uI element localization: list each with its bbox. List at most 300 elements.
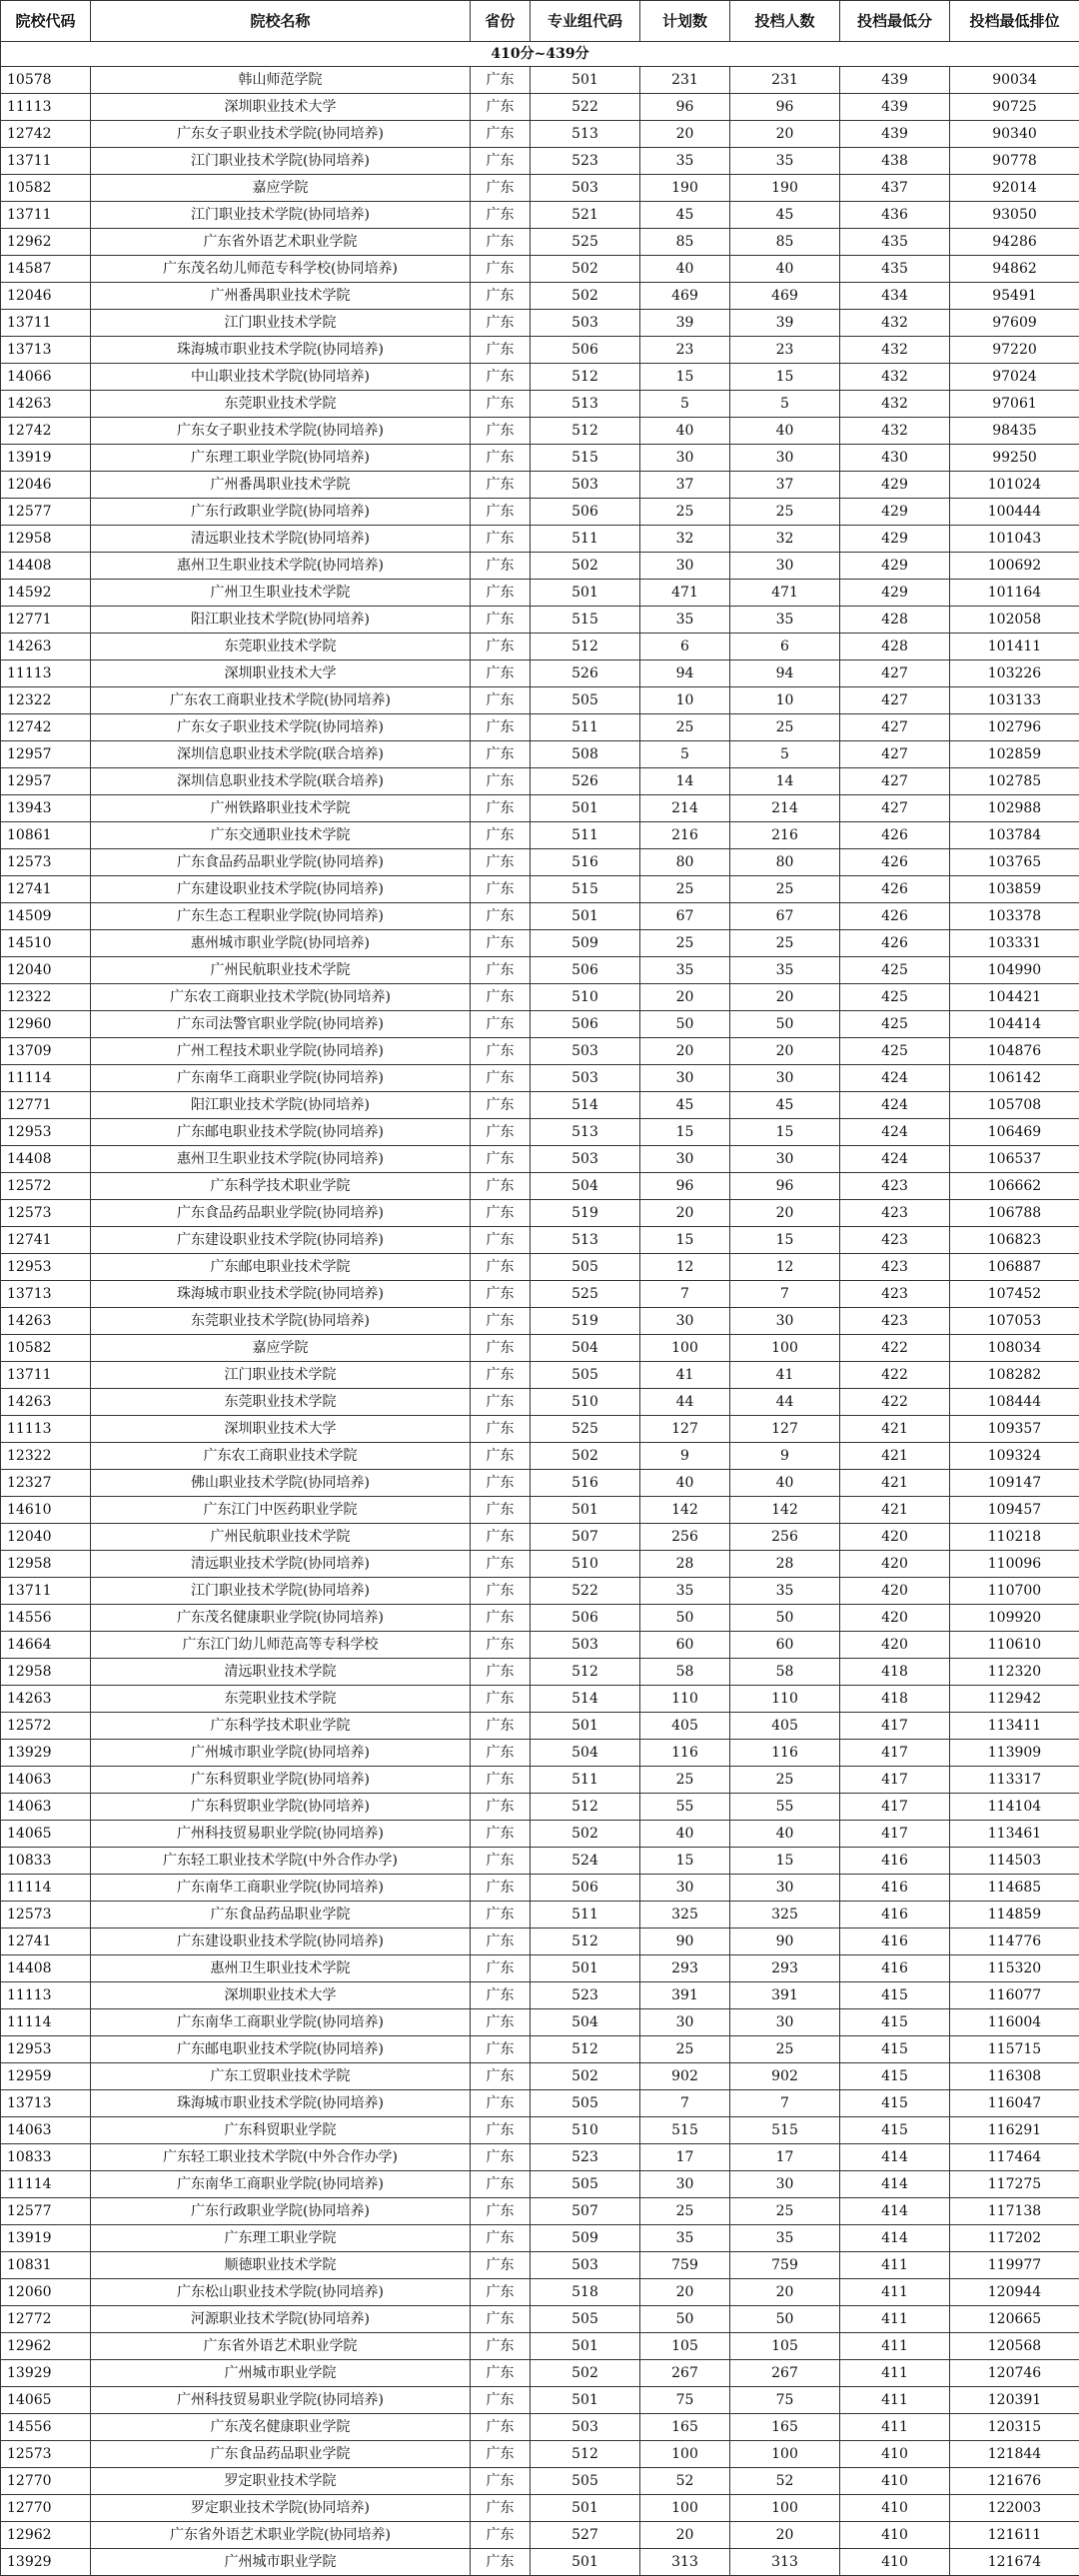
cell-school-name: 深圳职业技术大学 bbox=[91, 1416, 471, 1443]
cell-province: 广东 bbox=[471, 445, 531, 472]
cell-school-code: 10861 bbox=[1, 822, 91, 849]
table-row bbox=[1, 580, 1079, 607]
cell-plan-count: 45 bbox=[640, 202, 730, 229]
cell-min-score: 415 bbox=[840, 2117, 950, 2144]
cell-group-code: 511 bbox=[531, 714, 640, 741]
cell-province: 广东 bbox=[471, 2306, 531, 2333]
cell-group-code: 512 bbox=[531, 2036, 640, 2063]
cell-admitted-count: 30 bbox=[730, 1308, 840, 1335]
cell-school-code: 12742 bbox=[1, 714, 91, 741]
cell-school-code: 12572 bbox=[1, 1173, 91, 1200]
cell-province: 广东 bbox=[471, 849, 531, 876]
cell-min-score: 418 bbox=[840, 1659, 950, 1686]
cell-admitted-count: 35 bbox=[730, 957, 840, 984]
cell-admitted-count: 20 bbox=[730, 2279, 840, 2306]
cell-min-rank: 97061 bbox=[950, 391, 1079, 418]
cell-min-score: 416 bbox=[840, 1848, 950, 1875]
table-row bbox=[1, 202, 1079, 229]
cell-school-name: 广东建设职业技术学院(协同培养) bbox=[91, 1227, 471, 1254]
cell-group-code: 509 bbox=[531, 2225, 640, 2252]
cell-plan-count: 902 bbox=[640, 2063, 730, 2090]
cell-min-rank: 106537 bbox=[950, 1146, 1079, 1173]
cell-min-score: 426 bbox=[840, 876, 950, 903]
cell-school-name: 广东邮电职业技术学院 bbox=[91, 1254, 471, 1281]
cell-school-code: 13711 bbox=[1, 1362, 91, 1389]
cell-province: 广东 bbox=[471, 1416, 531, 1443]
table-row bbox=[1, 148, 1079, 175]
cell-school-code: 12741 bbox=[1, 876, 91, 903]
cell-min-rank: 106823 bbox=[950, 1227, 1079, 1254]
cell-plan-count: 25 bbox=[640, 499, 730, 526]
cell-min-score: 432 bbox=[840, 364, 950, 391]
cell-min-rank: 101043 bbox=[950, 526, 1079, 553]
cell-school-name: 广州番禺职业技术学院 bbox=[91, 472, 471, 499]
cell-group-code: 505 bbox=[531, 2090, 640, 2117]
cell-school-name: 广州卫生职业技术学院 bbox=[91, 580, 471, 607]
cell-school-code: 12322 bbox=[1, 1443, 91, 1470]
cell-min-score: 417 bbox=[840, 1740, 950, 1767]
cell-min-rank: 95491 bbox=[950, 283, 1079, 310]
cell-school-code: 13919 bbox=[1, 2225, 91, 2252]
cell-province: 广东 bbox=[471, 930, 531, 957]
cell-plan-count: 41 bbox=[640, 1362, 730, 1389]
cell-admitted-count: 7 bbox=[730, 1281, 840, 1308]
cell-plan-count: 7 bbox=[640, 1281, 730, 1308]
cell-min-rank: 114104 bbox=[950, 1794, 1079, 1821]
cell-school-code: 12958 bbox=[1, 1551, 91, 1578]
cell-school-name: 广州铁路职业技术学院 bbox=[91, 795, 471, 822]
table-row bbox=[1, 1551, 1079, 1578]
cell-school-code: 12046 bbox=[1, 472, 91, 499]
cell-school-code: 14063 bbox=[1, 1794, 91, 1821]
cell-admitted-count: 30 bbox=[730, 1146, 840, 1173]
cell-province: 广东 bbox=[471, 2333, 531, 2360]
cell-plan-count: 50 bbox=[640, 1011, 730, 1038]
table-row bbox=[1, 1119, 1079, 1146]
cell-min-score: 426 bbox=[840, 849, 950, 876]
table-row bbox=[1, 1308, 1079, 1335]
cell-min-score: 416 bbox=[840, 1875, 950, 1902]
cell-school-code: 14556 bbox=[1, 1605, 91, 1632]
cell-school-name: 阳江职业技术学院(协同培养) bbox=[91, 1092, 471, 1119]
cell-min-score: 435 bbox=[840, 229, 950, 256]
table-row bbox=[1, 1146, 1079, 1173]
cell-min-rank: 106662 bbox=[950, 1173, 1079, 1200]
cell-province: 广东 bbox=[471, 1524, 531, 1551]
table-row bbox=[1, 1929, 1079, 1955]
cell-min-rank: 109457 bbox=[950, 1497, 1079, 1524]
cell-min-rank: 116004 bbox=[950, 2009, 1079, 2036]
table-row bbox=[1, 957, 1079, 984]
cell-school-code: 10582 bbox=[1, 175, 91, 202]
table-row bbox=[1, 1038, 1079, 1065]
cell-min-rank: 97024 bbox=[950, 364, 1079, 391]
cell-group-code: 501 bbox=[531, 1955, 640, 1982]
cell-province: 广东 bbox=[471, 1200, 531, 1227]
cell-min-score: 425 bbox=[840, 1011, 950, 1038]
cell-group-code: 505 bbox=[531, 2468, 640, 2495]
cell-min-score: 410 bbox=[840, 2522, 950, 2549]
cell-min-rank: 109324 bbox=[950, 1443, 1079, 1470]
cell-min-rank: 114859 bbox=[950, 1902, 1079, 1929]
header-plan-count: 计划数 bbox=[640, 1, 730, 42]
cell-plan-count: 30 bbox=[640, 2171, 730, 2198]
cell-plan-count: 23 bbox=[640, 337, 730, 364]
cell-admitted-count: 293 bbox=[730, 1955, 840, 1982]
cell-admitted-count: 216 bbox=[730, 822, 840, 849]
table-row bbox=[1, 1335, 1079, 1362]
cell-min-score: 422 bbox=[840, 1389, 950, 1416]
cell-school-code: 11113 bbox=[1, 94, 91, 121]
cell-plan-count: 20 bbox=[640, 2279, 730, 2306]
cell-min-score: 417 bbox=[840, 1821, 950, 1848]
cell-admitted-count: 9 bbox=[730, 1443, 840, 1470]
table-row bbox=[1, 526, 1079, 553]
cell-province: 广东 bbox=[471, 822, 531, 849]
table-row bbox=[1, 2090, 1079, 2117]
cell-province: 广东 bbox=[471, 984, 531, 1011]
cell-admitted-count: 96 bbox=[730, 94, 840, 121]
cell-min-rank: 103378 bbox=[950, 903, 1079, 930]
cell-province: 广东 bbox=[471, 741, 531, 768]
cell-min-score: 415 bbox=[840, 2063, 950, 2090]
cell-province: 广东 bbox=[471, 1902, 531, 1929]
cell-admitted-count: 471 bbox=[730, 580, 840, 607]
cell-plan-count: 30 bbox=[640, 1308, 730, 1335]
cell-min-rank: 103133 bbox=[950, 687, 1079, 714]
cell-min-rank: 107452 bbox=[950, 1281, 1079, 1308]
cell-province: 广东 bbox=[471, 1362, 531, 1389]
table-row bbox=[1, 1686, 1079, 1713]
cell-province: 广东 bbox=[471, 337, 531, 364]
cell-province: 广东 bbox=[471, 1848, 531, 1875]
cell-plan-count: 17 bbox=[640, 2144, 730, 2171]
table-row bbox=[1, 2171, 1079, 2198]
cell-min-rank: 90034 bbox=[950, 67, 1079, 94]
cell-admitted-count: 35 bbox=[730, 2225, 840, 2252]
table-row bbox=[1, 1605, 1079, 1632]
cell-admitted-count: 5 bbox=[730, 741, 840, 768]
cell-min-rank: 101164 bbox=[950, 580, 1079, 607]
table-row bbox=[1, 2252, 1079, 2279]
cell-group-code: 521 bbox=[531, 202, 640, 229]
cell-min-rank: 100444 bbox=[950, 499, 1079, 526]
table-row bbox=[1, 1632, 1079, 1659]
cell-school-code: 13713 bbox=[1, 1281, 91, 1308]
cell-school-code: 12577 bbox=[1, 499, 91, 526]
cell-school-code: 14592 bbox=[1, 580, 91, 607]
table-row bbox=[1, 1065, 1079, 1092]
cell-plan-count: 100 bbox=[640, 2495, 730, 2522]
cell-min-score: 420 bbox=[840, 1605, 950, 1632]
cell-school-code: 13711 bbox=[1, 310, 91, 337]
cell-plan-count: 10 bbox=[640, 687, 730, 714]
cell-admitted-count: 17 bbox=[730, 2144, 840, 2171]
table-row bbox=[1, 337, 1079, 364]
cell-province: 广东 bbox=[471, 1767, 531, 1794]
cell-plan-count: 85 bbox=[640, 229, 730, 256]
cell-group-code: 510 bbox=[531, 2117, 640, 2144]
cell-school-name: 广州工程技术职业学院(协同培养) bbox=[91, 1038, 471, 1065]
cell-province: 广东 bbox=[471, 714, 531, 741]
cell-group-code: 519 bbox=[531, 1308, 640, 1335]
cell-group-code: 502 bbox=[531, 553, 640, 580]
cell-group-code: 502 bbox=[531, 1443, 640, 1470]
cell-plan-count: 20 bbox=[640, 1200, 730, 1227]
cell-group-code: 514 bbox=[531, 1686, 640, 1713]
table-row bbox=[1, 903, 1079, 930]
cell-plan-count: 15 bbox=[640, 364, 730, 391]
table-row bbox=[1, 175, 1079, 202]
cell-school-name: 广东茂名健康职业学院(协同培养) bbox=[91, 1605, 471, 1632]
cell-school-name: 佛山职业技术学院(协同培养) bbox=[91, 1470, 471, 1497]
cell-school-name: 深圳职业技术大学 bbox=[91, 94, 471, 121]
cell-min-rank: 107053 bbox=[950, 1308, 1079, 1335]
table-row bbox=[1, 1173, 1079, 1200]
cell-province: 广东 bbox=[471, 1740, 531, 1767]
cell-min-score: 415 bbox=[840, 2009, 950, 2036]
cell-school-name: 江门职业技术学院(协同培养) bbox=[91, 202, 471, 229]
cell-group-code: 507 bbox=[531, 2198, 640, 2225]
cell-school-name: 广东食品药品职业学院(协同培养) bbox=[91, 1200, 471, 1227]
cell-min-score: 418 bbox=[840, 1686, 950, 1713]
table-row bbox=[1, 660, 1079, 687]
cell-admitted-count: 325 bbox=[730, 1902, 840, 1929]
cell-school-code: 12770 bbox=[1, 2468, 91, 2495]
cell-admitted-count: 23 bbox=[730, 337, 840, 364]
cell-school-name: 韩山师范学院 bbox=[91, 67, 471, 94]
table-row bbox=[1, 1254, 1079, 1281]
cell-min-rank: 97220 bbox=[950, 337, 1079, 364]
cell-school-name: 广东工贸职业技术学院 bbox=[91, 2063, 471, 2090]
cell-group-code: 512 bbox=[531, 1659, 640, 1686]
cell-school-code: 13709 bbox=[1, 1038, 91, 1065]
cell-school-code: 12953 bbox=[1, 1119, 91, 1146]
table-row bbox=[1, 607, 1079, 634]
table-row bbox=[1, 687, 1079, 714]
cell-admitted-count: 40 bbox=[730, 256, 840, 283]
cell-school-code: 12742 bbox=[1, 121, 91, 148]
table-row bbox=[1, 2279, 1079, 2306]
cell-school-code: 14408 bbox=[1, 553, 91, 580]
cell-plan-count: 30 bbox=[640, 1146, 730, 1173]
table-row bbox=[1, 2441, 1079, 2468]
cell-plan-count: 405 bbox=[640, 1713, 730, 1740]
cell-plan-count: 313 bbox=[640, 2549, 730, 2576]
cell-school-name: 广东科学技术职业学院 bbox=[91, 1173, 471, 1200]
cell-province: 广东 bbox=[471, 1470, 531, 1497]
cell-plan-count: 55 bbox=[640, 1794, 730, 1821]
cell-plan-count: 39 bbox=[640, 310, 730, 337]
header-school-name: 院校名称 bbox=[91, 1, 471, 42]
cell-school-name: 广东女子职业技术学院(协同培养) bbox=[91, 714, 471, 741]
cell-min-score: 415 bbox=[840, 2090, 950, 2117]
cell-group-code: 502 bbox=[531, 2063, 640, 2090]
cell-province: 广东 bbox=[471, 526, 531, 553]
cell-plan-count: 5 bbox=[640, 391, 730, 418]
cell-school-code: 12741 bbox=[1, 1929, 91, 1955]
cell-school-name: 深圳信息职业技术学院(联合培养) bbox=[91, 768, 471, 795]
cell-min-score: 420 bbox=[840, 1632, 950, 1659]
cell-province: 广东 bbox=[471, 1173, 531, 1200]
cell-admitted-count: 35 bbox=[730, 148, 840, 175]
cell-province: 广东 bbox=[471, 2063, 531, 2090]
cell-min-score: 422 bbox=[840, 1335, 950, 1362]
cell-plan-count: 5 bbox=[640, 741, 730, 768]
cell-school-name: 广东女子职业技术学院(协同培养) bbox=[91, 418, 471, 445]
cell-group-code: 501 bbox=[531, 580, 640, 607]
cell-plan-count: 105 bbox=[640, 2333, 730, 2360]
cell-min-score: 425 bbox=[840, 957, 950, 984]
cell-min-rank: 104414 bbox=[950, 1011, 1079, 1038]
table-row bbox=[1, 418, 1079, 445]
cell-school-name: 广东科学技术职业学院 bbox=[91, 1713, 471, 1740]
cell-min-score: 434 bbox=[840, 283, 950, 310]
cell-admitted-count: 30 bbox=[730, 553, 840, 580]
cell-admitted-count: 5 bbox=[730, 391, 840, 418]
cell-school-name: 广东邮电职业技术学院(协同培养) bbox=[91, 2036, 471, 2063]
cell-school-name: 广州民航职业技术学院 bbox=[91, 1524, 471, 1551]
cell-plan-count: 15 bbox=[640, 1848, 730, 1875]
table-row bbox=[1, 1470, 1079, 1497]
cell-plan-count: 214 bbox=[640, 795, 730, 822]
cell-plan-count: 52 bbox=[640, 2468, 730, 2495]
table-row bbox=[1, 2387, 1079, 2414]
cell-min-score: 432 bbox=[840, 337, 950, 364]
table-row bbox=[1, 2333, 1079, 2360]
cell-school-code: 14063 bbox=[1, 2117, 91, 2144]
cell-group-code: 512 bbox=[531, 2441, 640, 2468]
cell-admitted-count: 10 bbox=[730, 687, 840, 714]
cell-plan-count: 25 bbox=[640, 2198, 730, 2225]
cell-group-code: 511 bbox=[531, 526, 640, 553]
cell-province: 广东 bbox=[471, 1146, 531, 1173]
cell-province: 广东 bbox=[471, 903, 531, 930]
table-row bbox=[1, 94, 1079, 121]
cell-school-code: 11114 bbox=[1, 1875, 91, 1902]
header-min-score: 投档最低分 bbox=[840, 1, 950, 42]
cell-school-code: 13711 bbox=[1, 148, 91, 175]
cell-school-code: 12322 bbox=[1, 984, 91, 1011]
cell-group-code: 502 bbox=[531, 1821, 640, 1848]
cell-school-name: 广东轻工职业技术学院(中外合作办学) bbox=[91, 1848, 471, 1875]
table-row bbox=[1, 2306, 1079, 2333]
table-row bbox=[1, 283, 1079, 310]
cell-min-rank: 102796 bbox=[950, 714, 1079, 741]
table-row bbox=[1, 499, 1079, 526]
cell-min-rank: 110218 bbox=[950, 1524, 1079, 1551]
cell-province: 广东 bbox=[471, 1659, 531, 1686]
cell-admitted-count: 50 bbox=[730, 2306, 840, 2333]
table-row bbox=[1, 1821, 1079, 1848]
table-row bbox=[1, 2468, 1079, 2495]
header-admitted-count: 投档人数 bbox=[730, 1, 840, 42]
cell-school-name: 广东江门中医药职业学院 bbox=[91, 1497, 471, 1524]
cell-group-code: 502 bbox=[531, 256, 640, 283]
cell-province: 广东 bbox=[471, 2522, 531, 2549]
cell-min-score: 414 bbox=[840, 2171, 950, 2198]
cell-school-code: 14510 bbox=[1, 930, 91, 957]
cell-province: 广东 bbox=[471, 2360, 531, 2387]
cell-group-code: 505 bbox=[531, 1254, 640, 1281]
cell-min-score: 416 bbox=[840, 1955, 950, 1982]
cell-school-name: 广东南华工商职业学院(协同培养) bbox=[91, 1065, 471, 1092]
cell-min-score: 437 bbox=[840, 175, 950, 202]
cell-school-code: 12046 bbox=[1, 283, 91, 310]
cell-school-code: 13929 bbox=[1, 2360, 91, 2387]
table-row bbox=[1, 1416, 1079, 1443]
cell-plan-count: 293 bbox=[640, 1955, 730, 1982]
cell-group-code: 512 bbox=[531, 418, 640, 445]
cell-school-name: 广东科贸职业学院 bbox=[91, 2117, 471, 2144]
cell-province: 广东 bbox=[471, 2144, 531, 2171]
cell-group-code: 514 bbox=[531, 1092, 640, 1119]
table-row bbox=[1, 2144, 1079, 2171]
cell-min-score: 422 bbox=[840, 1362, 950, 1389]
cell-province: 广东 bbox=[471, 472, 531, 499]
cell-admitted-count: 44 bbox=[730, 1389, 840, 1416]
table-row bbox=[1, 768, 1079, 795]
cell-school-code: 10582 bbox=[1, 1335, 91, 1362]
cell-school-name: 广东南华工商职业学院(协同培养) bbox=[91, 2171, 471, 2198]
cell-min-score: 411 bbox=[840, 2387, 950, 2414]
cell-school-code: 14263 bbox=[1, 1308, 91, 1335]
cell-province: 广东 bbox=[471, 2414, 531, 2441]
cell-group-code: 518 bbox=[531, 2279, 640, 2306]
cell-school-name: 广州城市职业学院 bbox=[91, 2360, 471, 2387]
cell-group-code: 503 bbox=[531, 1146, 640, 1173]
cell-plan-count: 58 bbox=[640, 1659, 730, 1686]
cell-plan-count: 50 bbox=[640, 2306, 730, 2333]
cell-group-code: 503 bbox=[531, 175, 640, 202]
cell-school-code: 11113 bbox=[1, 1416, 91, 1443]
cell-admitted-count: 267 bbox=[730, 2360, 840, 2387]
cell-school-code: 14263 bbox=[1, 634, 91, 660]
cell-admitted-count: 60 bbox=[730, 1632, 840, 1659]
cell-admitted-count: 37 bbox=[730, 472, 840, 499]
table-row bbox=[1, 553, 1079, 580]
cell-group-code: 506 bbox=[531, 1011, 640, 1038]
table-row bbox=[1, 876, 1079, 903]
cell-school-code: 12959 bbox=[1, 2063, 91, 2090]
cell-min-score: 423 bbox=[840, 1254, 950, 1281]
cell-min-score: 415 bbox=[840, 2036, 950, 2063]
cell-min-score: 414 bbox=[840, 2225, 950, 2252]
cell-school-code: 13929 bbox=[1, 2549, 91, 2576]
cell-school-code: 12572 bbox=[1, 1713, 91, 1740]
cell-admitted-count: 256 bbox=[730, 1524, 840, 1551]
cell-school-code: 13713 bbox=[1, 2090, 91, 2117]
cell-plan-count: 90 bbox=[640, 1929, 730, 1955]
cell-min-rank: 112942 bbox=[950, 1686, 1079, 1713]
cell-min-rank: 90340 bbox=[950, 121, 1079, 148]
cell-province: 广东 bbox=[471, 876, 531, 903]
table-row bbox=[1, 2225, 1079, 2252]
cell-min-score: 414 bbox=[840, 2198, 950, 2225]
cell-school-name: 广东理工职业学院 bbox=[91, 2225, 471, 2252]
cell-school-code: 12573 bbox=[1, 849, 91, 876]
cell-province: 广东 bbox=[471, 310, 531, 337]
cell-group-code: 503 bbox=[531, 1038, 640, 1065]
cell-plan-count: 44 bbox=[640, 1389, 730, 1416]
cell-province: 广东 bbox=[471, 1092, 531, 1119]
table-row bbox=[1, 1011, 1079, 1038]
cell-min-rank: 122003 bbox=[950, 2495, 1079, 2522]
cell-school-code: 14263 bbox=[1, 1389, 91, 1416]
cell-plan-count: 515 bbox=[640, 2117, 730, 2144]
cell-min-rank: 120665 bbox=[950, 2306, 1079, 2333]
cell-admitted-count: 25 bbox=[730, 1767, 840, 1794]
